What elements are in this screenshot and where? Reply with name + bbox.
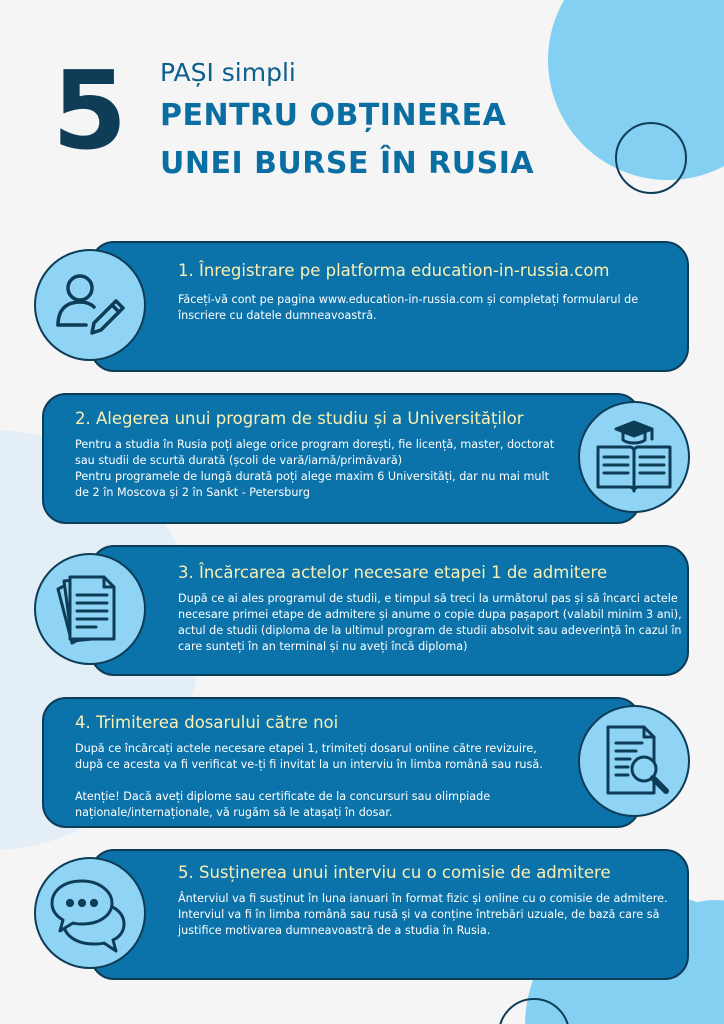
step-title-4: 4. Trimiterea dosarului către noi <box>75 713 339 732</box>
step-text-3 <box>178 591 682 655</box>
step-2-line-2: sau studii de scurtă durată (școli de vară/iarnă/primăvară) <box>75 454 403 467</box>
step-card-4 <box>42 697 641 828</box>
step-text-4 <box>75 741 543 821</box>
step-5-line-2: Interviul va fi în limba română sau rusă și va conține întrebări uzuale, de bază care să <box>178 908 660 921</box>
subtitle: PAȘI simpli <box>160 58 296 87</box>
document-search-icon <box>578 705 690 817</box>
step-text-1 <box>178 292 638 324</box>
step-text-5 <box>178 891 668 939</box>
step-2-line-1: Pentru a studia în Rusia poți alege orice program dorești, fie licență, master, doctorat <box>75 438 555 451</box>
step-3-line-2: necesare primei etape de admitere și anume o copie dupa pașaport (valabil minim 3 ani), <box>178 608 682 621</box>
step-2-line-4: de 2 în Moscova și 2 în Sankt - Petersburg <box>75 486 310 499</box>
step-2-line-3: Pentru programele de lungă durată poți alege maxim 6 Universități, dar nu mai mult <box>75 470 549 483</box>
user-edit-icon <box>34 249 146 361</box>
step-5-line-1: Ânterviul va fi susținut în luna ianuari în format fizic și online cu o comisie de admitere. <box>178 892 668 905</box>
step-title-3: 3. Încărcarea actelor necesare etapei 1 de admitere <box>178 563 608 582</box>
graduation-book-icon <box>578 401 690 513</box>
step-card-5 <box>90 849 689 980</box>
step-card-3 <box>90 545 689 676</box>
title-line-2: UNEI BURSE ÎN RUSIA <box>160 146 535 181</box>
step-4-line-2: după ce acesta va fi verificat ve-ți fi invitat la un interviu în limba română sau rusă. <box>75 758 543 771</box>
step-title-2: 2. Alegerea unui program de studiu și a Universităților <box>75 409 524 428</box>
chat-bubbles-icon <box>34 857 146 969</box>
step-title-5: 5. Susținerea unui interviu cu o comisie de admitere <box>178 863 611 882</box>
step-3-line-4: care sunteți în an terminal și nu aveți încă diploma) <box>178 640 468 653</box>
step-1-line-1: Făceți-vă cont pe pagina www.education-in-russia.com și completați formularul de <box>178 293 639 306</box>
step-3-line-1: După ce ai ales programul de studii, e timpul să treci la următorul pas și să încarci actele <box>178 592 678 605</box>
step-4-spacer <box>75 773 543 789</box>
page-title <box>160 92 534 188</box>
big-number: 5 <box>52 49 126 174</box>
step-4-line-1: După ce încărcați actele necesare etapei 1, trimiteți dosarul online către revizuire, <box>75 742 537 755</box>
decorative-ring-top <box>615 122 687 194</box>
step-1-line-2: înscriere cu datele dumneavoastră. <box>178 309 377 322</box>
step-card-2 <box>42 393 641 524</box>
step-3-line-3: actul de studii (diploma de la ultimul program de studii absolvit sau adeverință în cazul în <box>178 624 682 637</box>
step-title-1: 1. Înregistrare pe platforma education-in-russia.com <box>178 261 610 280</box>
documents-icon <box>34 553 146 665</box>
step-5-line-3: justifice motivarea dumneavoastră de a studia în Rusia. <box>178 924 491 937</box>
step-card-1 <box>90 241 689 372</box>
title-line-1: PENTRU OBȚINEREA <box>160 98 507 133</box>
step-4-line-4: Atenție! Dacă aveți diplome sau certificate de la concursuri sau olimpiade <box>75 790 491 803</box>
step-text-2 <box>75 437 554 501</box>
step-4-line-5: naționale/internaționale, vă rugăm să le atașați în dosar. <box>75 806 393 819</box>
